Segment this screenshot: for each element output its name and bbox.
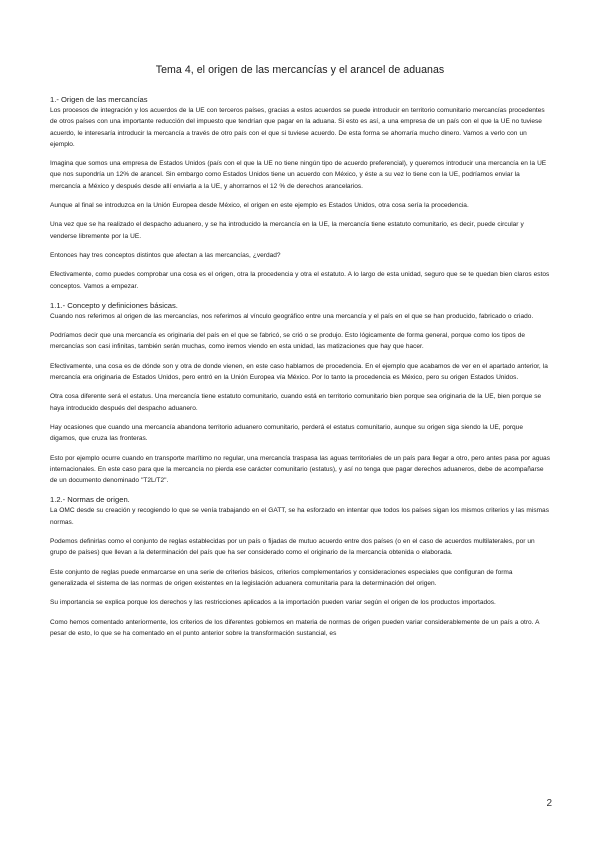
paragraph: Los procesos de integración y los acuerdos de la UE con terceros países, gracias a estos acuerdos se puede introducir en territorio comunitario mercancías procedentes de otros países con una importante reducción del impuesto que tendrían que pagar en la aduana. Si esto es así, a una empresa de un país con el que la UE no tuviese acuerdo, le interesaría introducir la mercancía a través de otro país con el que si tuviese acuerdo. De esta forma se ahorraría mucho dinero. Vamos a verlo con un ejemplo. — [50, 107, 545, 148]
paragraph: Podríamos decir que una mercancía es originaria del país en el que se fabricó, se crió o se produjo. Esto lógicamente de forma general, porque como los tipos de mercancías son casi infinitas, también serán muchas, como iremos viendo en esta unidad, las matizaciones que hay que hacer. — [50, 332, 526, 351]
paragraph: Entonces hay tres conceptos distintos que afectan a las mercancías, ¿verdad? — [50, 251, 281, 259]
paragraph: Hay ocasiones que cuando una mercancía abandona territorio aduanero comunitario, perderá el estatus comunitario, aunque su origen siga siendo la UE, porque digamos, que cruza las fronteras. — [50, 423, 523, 443]
section-heading-normas: 1.2.- Normas de origen. — [50, 495, 130, 505]
document-title: Tema 4, el origen de las mercancías y el arancel de aduanas — [155, 64, 445, 76]
section-heading-origen: 1.- Origen de las mercancías — [50, 95, 148, 104]
section-heading-concepto: 1.1.- Concepto y definiciones básicas. — [50, 300, 178, 310]
paragraph: Cuando nos referimos al origen de las mercancías, nos referimos al vínculo geográfico entre una mercancía y el país en el que se han producido, fabricado o criado. — [50, 312, 534, 320]
paragraph: Este conjunto de reglas puede enmarcarse en una serie de criterios básicos, criterios complementarios y consideraciones especiales que configuran de forma generalizada el sistema de las normas de origen existentes en la legislación aduanera comunitaria para la determinación del origen. — [50, 568, 513, 587]
paragraph: Una vez que se ha realizado el despacho aduanero, y se ha introducido la mercancía en la UE, la mercancía tiene estatuto comunitario, es decir, puede circular y venderse libremente por la UE. — [50, 221, 524, 240]
paragraph: Su importancia se explica porque los derechos y las restricciones aplicados a la importación pueden variar según el origen de los productos importados. — [50, 599, 496, 607]
paragraph: La OMC desde su creación y recogiendo lo que se venía trabajando en el GATT, se ha esforzado en intentar que todos los países sigan los mismos criterios y las mismas normas. — [50, 507, 549, 526]
paragraph: Esto por ejemplo ocurre cuando en transporte marítimo no regular, una mercancía traspasa las aguas territoriales de un país para llegar a otro, pero antes pasa por aguas internacionales. En este caso para que la mercancía no pierda ese carácter comunitario (estatus), y así no tenga que pagar derechos aduaneros, debe de acompañarse de un documento denominado "T2L/T2". — [50, 454, 550, 485]
paragraph: Podemos definirlas como el conjunto de reglas establecidas por un país o fijadas de mutuo acuerdo entre dos países (o en el caso de acuerdos multilaterales, por un grupo de países) que llevan a la determinación del país que ha ser considerado como el originario de la mercancía obtenida o elaborada. — [50, 538, 535, 557]
paragraph: Efectivamente, una cosa es de dónde son y otra de donde vienen, en este caso hablamos de procedencia. En el ejemplo que acabamos de ver en el apartado anterior, la mercancía era originaria de Estados Unidos, pero entró en la Unión Europea vía México. Por lo tanto la procedencia es México, pero su origen Estados Unidos. — [50, 362, 548, 382]
page-number: 2 — [546, 798, 552, 809]
paragraph: Como hemos comentado anteriormente, los criterios de los diferentes gobiernos en materia de normas de origen pueden variar considerablemente de un país a otro. A pesar de esto, lo que se ha comentado en el punto anterior sobre la transformación sustancial, es — [50, 618, 540, 637]
paragraph: Imagina que somos una empresa de Estados Unidos (país con el que la UE no tiene ningún tipo de acuerdo preferencial), y queremos introducir una mercancía en la UE que nos supondría un 12% de arancel. Sin embargo como Estados Unidos tiene un acuerdo con México, y éste a su vez lo tiene con la UE, podríamos enviar la mercancía a México y después desde allí enviarla a la UE, y ahorrarnos el 12 % de derechos arancelarios. — [50, 160, 547, 190]
paragraph: Aunque al final se introduzca en la Unión Europea desde México, el origen en este ejemplo es Estados Unidos, otra cosa sería la procedencia. — [50, 202, 469, 210]
paragraph: Efectivamente, como puedes comprobar una cosa es el origen, otra la procedencia y otra el estatuto. A lo largo de esta unidad, seguro que se te quedan bien claros estos conceptos. Vamos a empezar. — [50, 271, 550, 290]
paragraph: Otra cosa diferente será el estatus. Una mercancía tiene estatuto comunitario, cuando está en territorio comunitario bien porque sea originaria de la UE, bien porque se haya introducido después del despacho aduanero. — [50, 393, 542, 412]
